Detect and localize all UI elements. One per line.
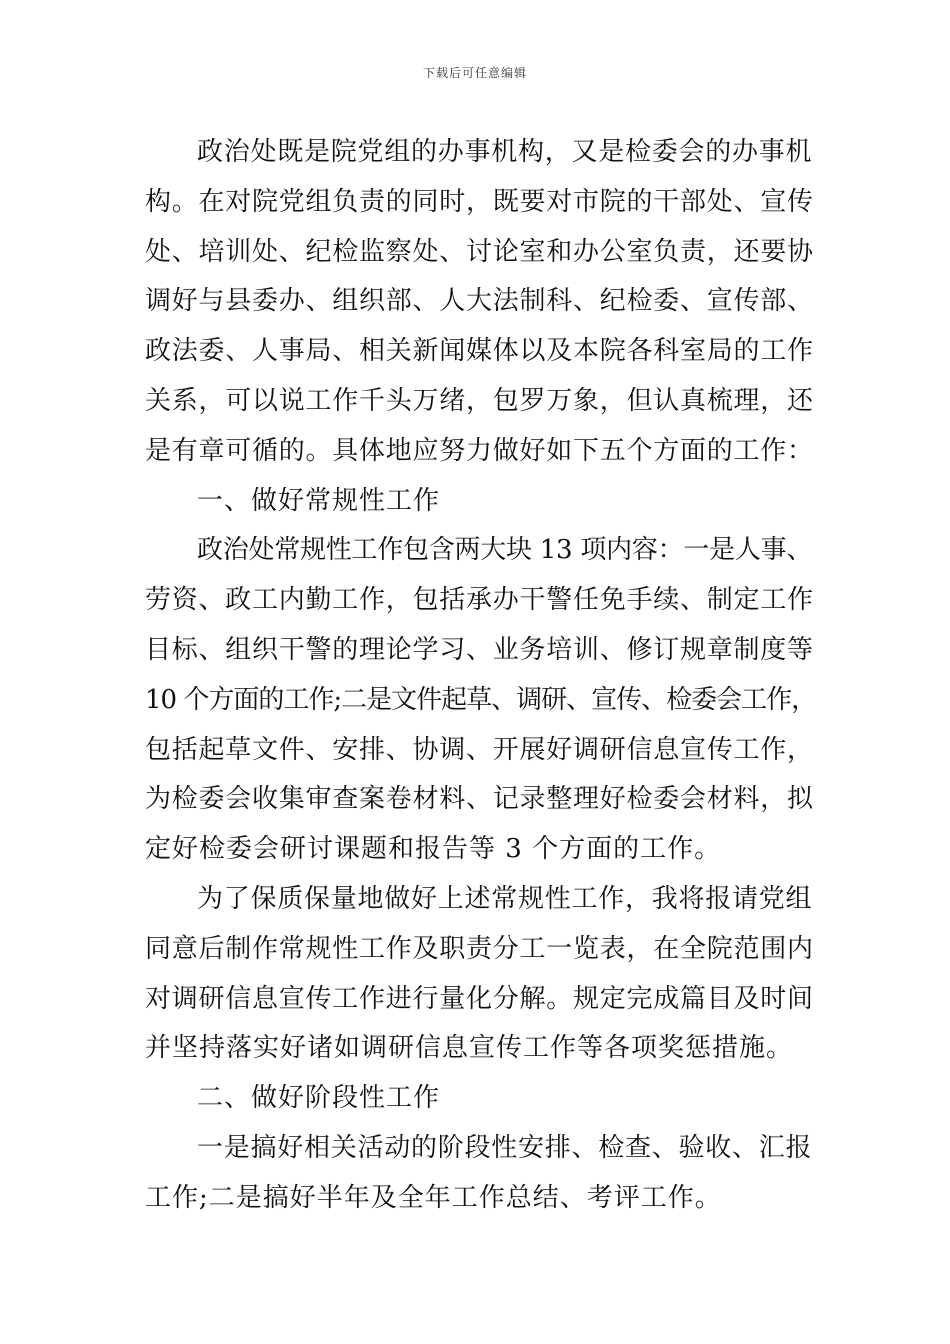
paragraph-line: 关系，可以说工作千头万绪，包罗万象，但认真梳理，还 <box>145 385 814 416</box>
paragraph-line: 调好与县委办、组织部、人大法制科、纪检委、宣传部、 <box>145 286 814 317</box>
paragraph-line: 劳资、政工内勤工作，包括承办干警任免手续、制定工作 <box>145 585 814 616</box>
paragraph-line: 定好检委会研讨课题和报告等 3 个方面的工作。 <box>145 834 722 865</box>
paragraph-line: 构。在对院党组负责的同时，既要对市院的干部处、宣传 <box>145 186 814 217</box>
section-heading: 一、做好常规性工作 <box>197 485 441 516</box>
paragraph-line: 工作;二是搞好半年及全年工作总结、考评工作。 <box>145 1182 722 1213</box>
paragraph-line: 对调研信息宣传工作进行量化分解。规定完成篇目及时间 <box>145 983 814 1014</box>
paragraph-line: 政治处常规性工作包含两大块 13 项内容：一是人事、 <box>197 535 813 566</box>
paragraph-line: 同意后制作常规性工作及职责分工一览表，在全院范围内 <box>145 933 814 964</box>
paragraph-line: 政治处既是院党组的办事机构，又是检委会的办事机 <box>197 137 813 167</box>
paragraph-line: 为了保质保量地做好上述常规性工作，我将报请党组 <box>197 883 813 914</box>
download-note: 下载后可任意编辑 <box>422 66 527 80</box>
paragraph-line: 是有章可循的。具体地应努力做好如下五个方面的工作： <box>145 435 814 466</box>
document-body <box>145 128 817 1224</box>
paragraph-line: 为检委会收集审查案卷材料、记录整理好检委会材料，拟 <box>145 784 814 815</box>
paragraph-line: 政法委、人事局、相关新闻媒体以及本院各科室局的工作 <box>145 336 814 367</box>
section-heading: 二、做好阶段性工作 <box>197 1083 441 1114</box>
paragraph-line: 包括起草文件、安排、协调、开展好调研信息宣传工作， <box>145 734 814 765</box>
paragraph-line: 一是搞好相关活动的阶段性安排、检查、验收、汇报 <box>197 1132 813 1163</box>
paragraph-line: 并坚持落实好诸如调研信息宣传工作等各项奖惩措施。 <box>145 1033 794 1064</box>
paragraph-line: 10 个方面的工作;二是文件起草、调研、宣传、检委会工作， <box>145 684 817 715</box>
paragraph-line: 目标、组织干警的理论学习、业务培训、修订规章制度等 <box>145 634 814 665</box>
paragraph-line: 处、培训处、纪检监察处、讨论室和办公室负责，还要协 <box>145 236 814 267</box>
